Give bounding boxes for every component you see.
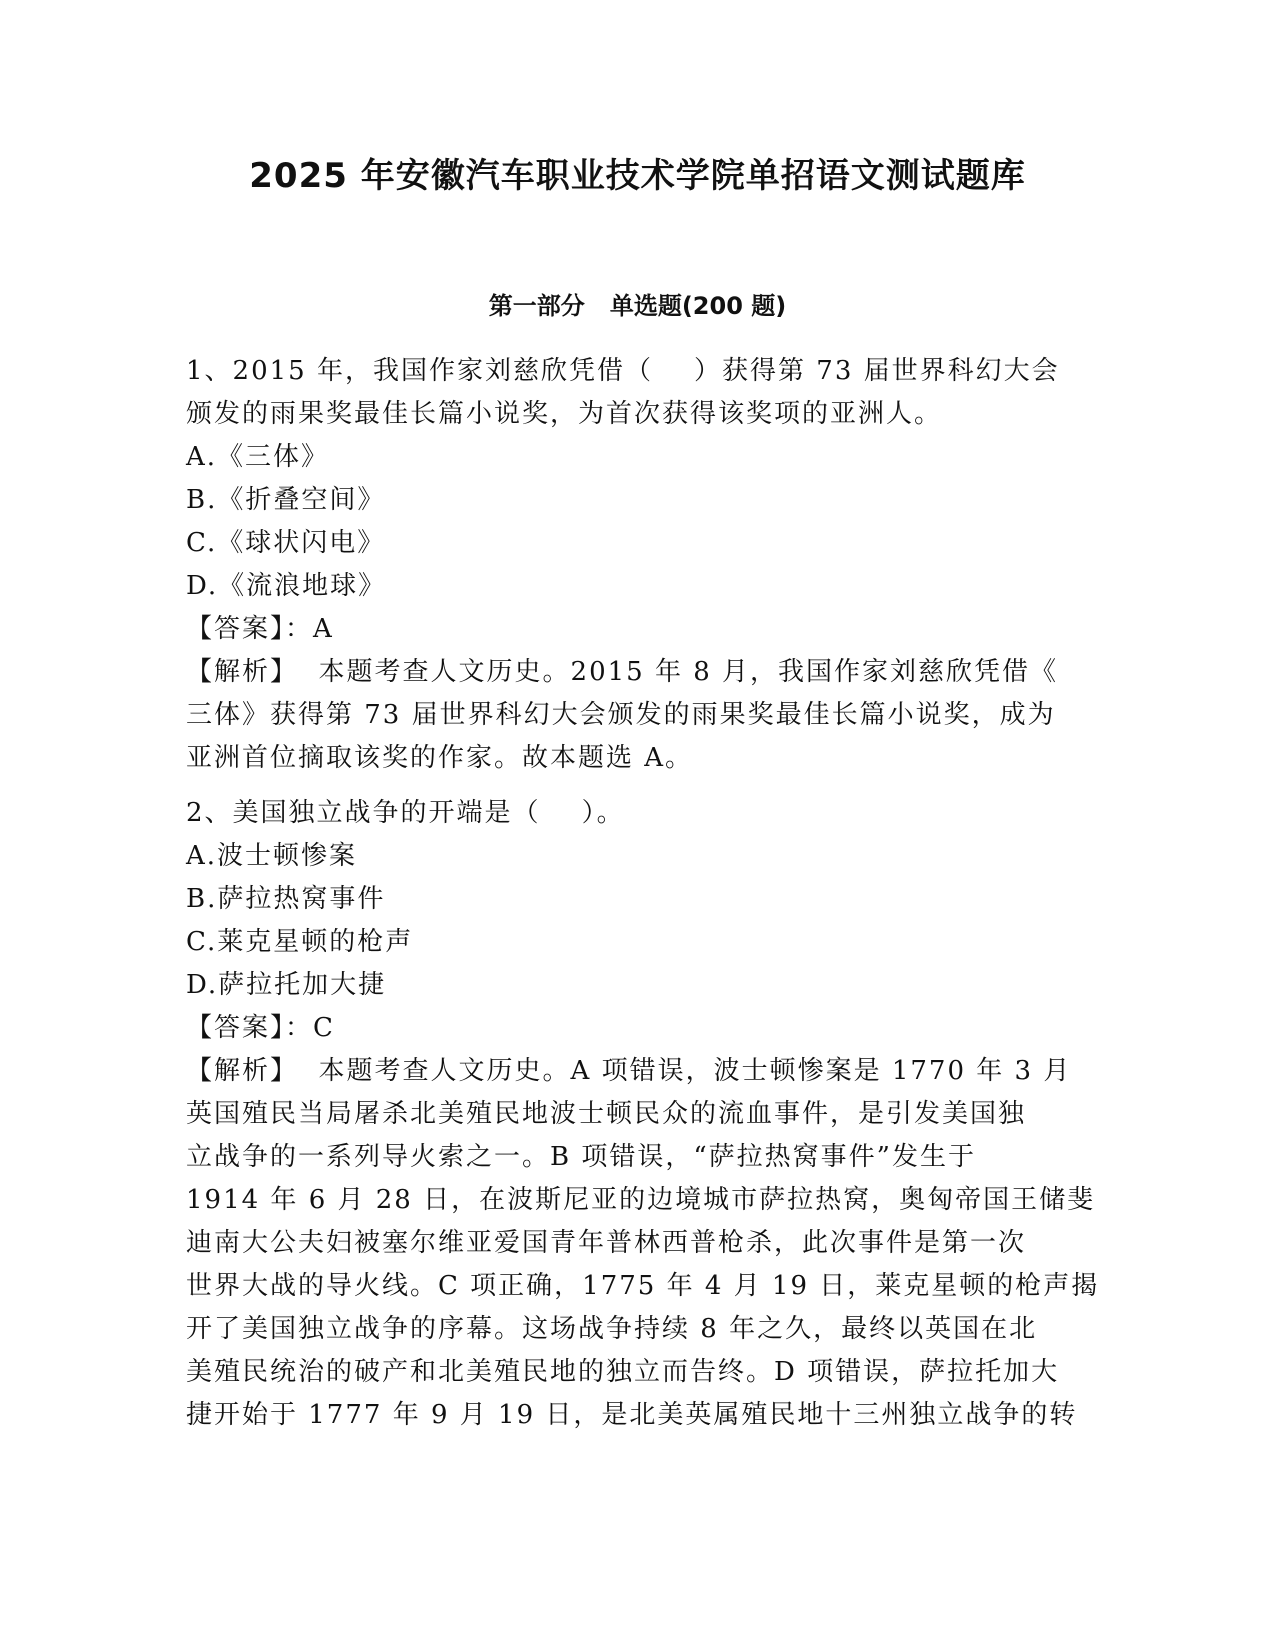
analysis-line: 开了美国独立战争的序幕。这场战争持续 8 年之久，最终以英国在北 [186, 1314, 1038, 1344]
analysis-line: 美殖民统治的破产和北美殖民地的独立而告终。D 项错误，萨拉托加大 [186, 1357, 1060, 1387]
document-title: 2025 年安徽汽车职业技术学院单招语文测试题库 [249, 156, 1026, 196]
analysis-line: 三体》获得第 73 届世界科幻大会颁发的雨果奖最佳长篇小说奖，成为 [186, 700, 1056, 730]
option-c: C.《球状闪电》 [186, 528, 386, 558]
question-stem-line: 颁发的雨果奖最佳长篇小说奖，为首次获得该奖项的亚洲人。 [186, 399, 943, 429]
option-a: A.波士顿惨案 [186, 841, 358, 871]
analysis-line: 立战争的一系列导火索之一。B 项错误，“萨拉热窝事件”发生于 [186, 1142, 976, 1172]
section-title: 第一部分 单选题(200 题) [488, 292, 787, 320]
option-b: B.萨拉热窝事件 [186, 884, 386, 914]
option-b: B.《折叠空间》 [186, 485, 386, 515]
question-block [186, 350, 1086, 780]
option-d: D.《流浪地球》 [186, 571, 387, 601]
analysis-line: 世界大战的导火线。C 项正确，1775 年 4 月 19 日，莱克星顿的枪声揭 [186, 1271, 1100, 1301]
option-d: D.萨拉托加大捷 [186, 970, 387, 1000]
option-a: A.《三体》 [186, 442, 330, 472]
question-stem-line: 2、美国独立战争的开端是（ ）。 [186, 798, 625, 828]
question-gap [186, 780, 1086, 792]
analysis-line: 亚洲首位摘取该奖的作家。故本题选 A。 [186, 743, 694, 773]
answer-line: 【答案】：C [186, 1013, 335, 1043]
analysis-line: 迪南大公夫妇被塞尔维亚爱国青年普林西普枪杀，此次事件是第一次 [186, 1228, 1027, 1258]
analysis-line: 【解析】 本题考查人文历史。2015 年 8 月，我国作家刘慈欣凭借《 [186, 657, 1059, 687]
answer-line: 【答案】：A [186, 614, 334, 644]
option-c: C.莱克星顿的枪声 [186, 927, 414, 957]
analysis-line: 英国殖民当局屠杀北美殖民地波士顿民众的流血事件，是引发美国独 [186, 1099, 1027, 1129]
analysis-line: 【解析】 本题考查人文历史。A 项错误，波士顿惨案是 1770 年 3 月 [186, 1056, 1072, 1086]
analysis-line: 1914 年 6 月 28 日，在波斯尼亚的边境城市萨拉热窝，奥匈帝国王储斐 [186, 1185, 1096, 1215]
question-stem-line: 1、2015 年，我国作家刘慈欣凭借（ ）获得第 73 届世界科幻大会 [186, 356, 1060, 386]
analysis-line: 捷开始于 1777 年 9 月 19 日，是北美英属殖民地十三州独立战争的转 [186, 1400, 1078, 1430]
question-list [186, 350, 1100, 1437]
question-block [186, 792, 1100, 1437]
